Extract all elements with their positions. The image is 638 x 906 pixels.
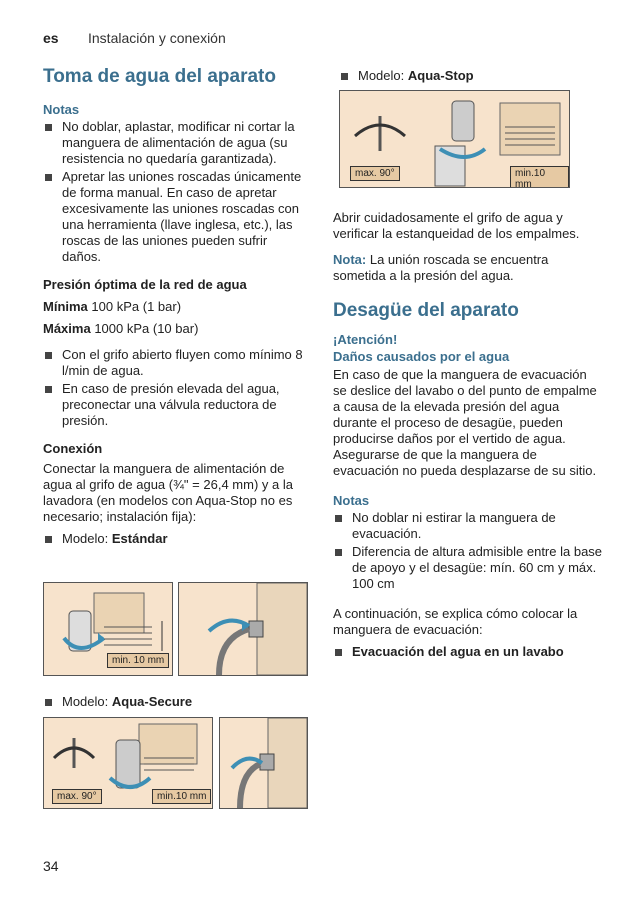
conexion-title: Conexión bbox=[43, 441, 103, 456]
min-10mm-label: min.10 mm bbox=[152, 789, 211, 804]
damage-text-2: Asegurarse de que la manguera de evacuación no pueda desplazarse de su sitio. bbox=[333, 447, 597, 478]
min-label: Mínima bbox=[43, 299, 88, 314]
note-item: Apretar las uniones roscadas únicamente de forma manual. En caso de apretar excesivamente las uniones roscadas con una herramienta (llave inglesa, etc.), las roscas de las uniones pueden sufrir daños. bbox=[43, 169, 305, 265]
min-10mm-label: min.10 mm bbox=[510, 166, 569, 188]
machine-connection-illustration bbox=[179, 583, 307, 675]
continue-text: A continuación, se explica cómo colocar la manguera de evacuación: bbox=[333, 606, 578, 637]
nota-label: Nota: bbox=[333, 252, 367, 267]
pressure-note: Con el grifo abierto fluyen como mínimo 8 l/min de agua. bbox=[43, 347, 305, 379]
conexion-text: Conectar la manguera de alimentación de agua al grifo de agua (¾" = 26,4 mm) y a la lavadora (en modelos con Aqua-Stop no es necesario; instalación fija): bbox=[43, 461, 293, 524]
drain-basin-item: Evacuación del agua en un lavabo bbox=[333, 644, 603, 660]
note-item: No doblar, aplastar, modificar ni cortar la manguera de alimentación de agua (su resistencia no quedaría garantizada). bbox=[43, 119, 305, 167]
section-title: Instalación y conexión bbox=[88, 30, 226, 46]
pressure-note: En caso de presión elevada del agua, preconectar una válvula reductora de presión. bbox=[43, 381, 305, 429]
max-90-label: max. 90° bbox=[52, 789, 102, 804]
damage-title: Daños causados por el agua bbox=[333, 349, 510, 364]
notes-title: Notas bbox=[333, 493, 370, 508]
max-value: 1000 kPa (10 bar) bbox=[94, 321, 199, 336]
note-item: Diferencia de altura admisible entre la base de apoyo y el desagüe: mín. 60 cm y máx. 100 cm bbox=[333, 544, 603, 592]
min-value: 100 kPa (1 bar) bbox=[91, 299, 182, 314]
model-aqua-stop-item: Modelo: Aqua-Stop bbox=[339, 68, 601, 84]
right-column bbox=[333, 210, 603, 662]
left-column bbox=[43, 66, 305, 549]
note-item: No doblar ni estirar la manguera de evacuación. bbox=[333, 510, 603, 542]
damage-text: En caso de que la manguera de evacuación se deslice del lavabo o del punto de empalme a causa de la elevada presión del agua durante el proceso de desagüe, pueden producirse daños por el vertido de agua. bbox=[333, 367, 597, 446]
min-10mm-label: min. 10 mm bbox=[107, 653, 169, 668]
model-standard-item: Modelo: Estándar bbox=[43, 531, 305, 547]
standard-machine-figure bbox=[178, 582, 308, 676]
water-intake-heading: Toma de agua del aparato bbox=[43, 66, 276, 87]
model-aqua-secure-item: Modelo: Aqua-Secure bbox=[43, 694, 305, 710]
max-label: Máxima bbox=[43, 321, 91, 336]
standard-tap-figure bbox=[43, 582, 173, 676]
pressure-title: Presión óptima de la red de agua bbox=[43, 277, 247, 292]
machine-connection-illustration bbox=[220, 718, 307, 808]
drain-heading: Desagüe del aparato bbox=[333, 300, 519, 321]
open-tap-text: Abrir cuidadosamente el grifo de agua y verificar la estanqueidad de los empalmes. bbox=[333, 210, 580, 241]
aqua-stop-figure bbox=[339, 90, 570, 188]
nota-text: La unión roscada se encuentra sometida a la presión del agua. bbox=[333, 252, 549, 283]
attention-label: ¡Atención! bbox=[333, 332, 398, 347]
aqua-secure-machine-figure bbox=[219, 717, 308, 809]
notes-title: Notas bbox=[43, 102, 80, 117]
language-code: es bbox=[43, 30, 59, 46]
page-number: 34 bbox=[43, 858, 59, 874]
max-90-label: max. 90° bbox=[350, 166, 400, 181]
aqua-secure-tap-figure bbox=[43, 717, 213, 809]
